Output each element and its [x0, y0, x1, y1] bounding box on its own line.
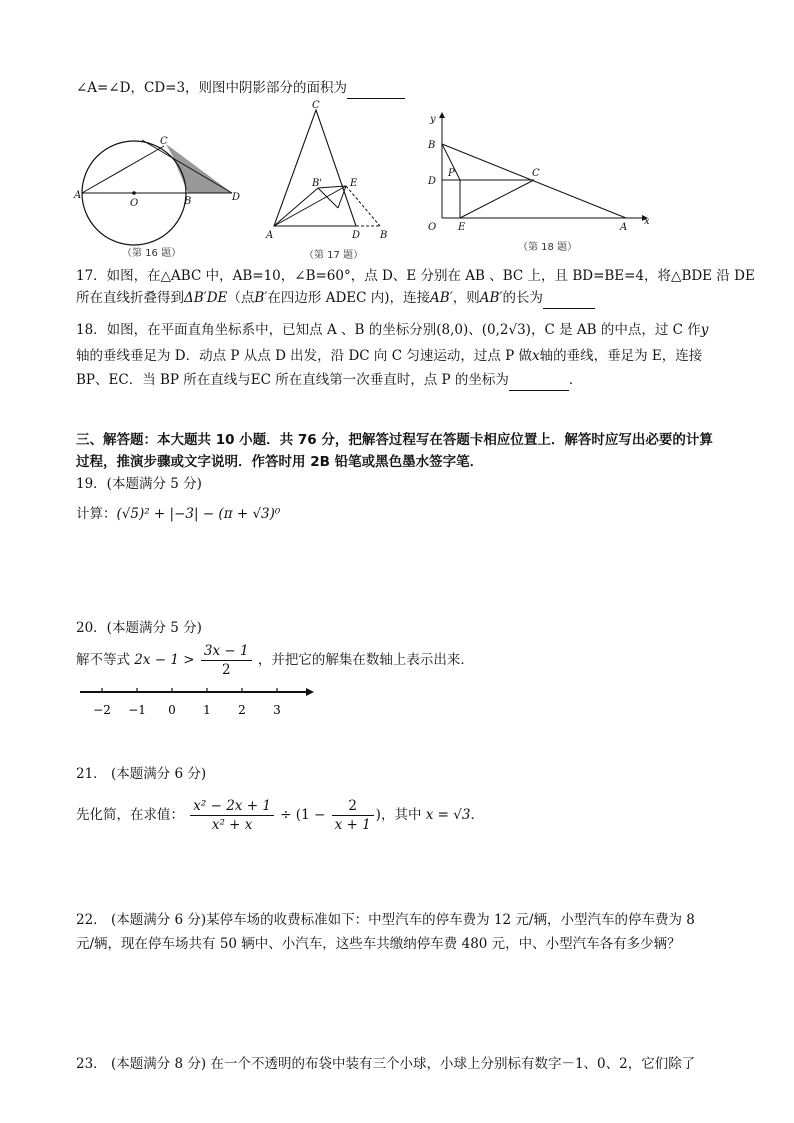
- fig16-label-B: B: [184, 196, 192, 207]
- fig18-label-B: B: [428, 140, 436, 151]
- q19-head: 19．(本题满分 5 分): [76, 476, 202, 492]
- number-line-tick-label: 3: [273, 703, 281, 717]
- number-line: [76, 680, 326, 724]
- q19-body: 计算：(√5)² + |−3| − (π + √3)⁰: [76, 506, 281, 522]
- q18-line1: 18．如图，在平面直角坐标系中，已知点 A 、B 的坐标分别(8,0)、(0,2√3)，C 是 AB 的中点，过 C 作y: [76, 322, 709, 338]
- fig16-label-O: O: [130, 198, 139, 209]
- q17-line1: 17．如图，在△ABC 中，AB=10，∠B=60°，点 D、E 分别在 AB 、BC 上，且 BD=BE=4，将△BDE 沿 DE: [76, 268, 755, 284]
- fig18-label-A: A: [620, 222, 628, 233]
- fig18-label-D: D: [428, 176, 437, 187]
- number-line-tick-label: 0: [168, 703, 176, 717]
- fig18-label-C: C: [532, 168, 540, 179]
- q18-line2: 轴的垂线垂足为 D．动点 P 从点 D 出发，沿 DC 向 C 匀速运动，过点 P 做x轴的垂线，垂足为 E，连接: [76, 348, 703, 364]
- q20-body: 解不等式 2x − 1 > $\frac{3x - 1}{2}$ ，并把它的解集在数轴上表示出来．: [76, 643, 474, 678]
- figure-18: [418, 110, 654, 258]
- answer-blank: [543, 288, 595, 309]
- number-line-tick-label: −1: [128, 703, 146, 717]
- q21-body: 先化简，在求值： $\frac{\text{x² − 2x + 1}}{\text{x² + x}}$ ÷ (1 − $\frac{2}{x + 1}$ )，其中 x = √3．: [76, 798, 484, 833]
- answer-blank: [509, 370, 569, 391]
- fig18-label-y: y: [430, 114, 436, 125]
- number-line-tick-label: 1: [203, 703, 211, 717]
- q22-line2: 元/辆，现在停车场共有 50 辆中、小汽车，这些车共缴纳停车费 480 元，中、小型汽车各有多少辆？: [76, 936, 681, 952]
- q16-text: ∠A=∠D，CD=3，则图中阴影部分的面积为: [76, 78, 405, 99]
- figure-16: [72, 130, 252, 260]
- fig16-label-C: C: [160, 136, 168, 147]
- answer-blank: [347, 78, 405, 99]
- number-line-tick-label: −2: [93, 703, 111, 717]
- fig16-label-D: D: [232, 192, 241, 203]
- fig17-caption: （第 17 题）: [304, 250, 364, 261]
- fig16-label-A: A: [74, 190, 82, 201]
- q18-line3: BP、EC．当 BP 所在直线与EC 所在直线第一次垂直时，点 P 的坐标为 ．: [76, 370, 582, 391]
- q21-head: 21． (本题满分 6 分): [76, 766, 207, 782]
- fig17-label-D: D: [352, 230, 361, 241]
- figure-17: [262, 98, 402, 263]
- fig17-label-B: B: [380, 230, 388, 241]
- fig18-label-x: x: [644, 216, 650, 227]
- q20-head: 20．(本题满分 5 分): [76, 620, 202, 636]
- q23-line1: 23． (本题满分 8 分) 在一个不透明的布袋中装有三个小球，小球上分别标有数字－1、0、2，它们除了: [76, 1056, 696, 1072]
- section3-line1: 三、解答题：本大题共 10 小题．共 76 分，把解答过程写在答题卡相应位置上．解答时应写出必要的计算: [76, 432, 713, 448]
- fig17-label-A: A: [266, 230, 274, 241]
- number-line-tick-label: 2: [238, 703, 246, 717]
- fig17-label-Bp: B': [312, 178, 323, 189]
- fig17-label-E: E: [350, 178, 358, 189]
- fig16-caption: （第 16 题）: [122, 248, 182, 259]
- section3-line2: 过程，推演步骤或文字说明．作答时用 2B 铅笔或黑色墨水签字笔．: [76, 454, 484, 470]
- fig18-label-O: O: [428, 222, 437, 233]
- fig18-label-P: P: [448, 168, 455, 179]
- fig18-caption: （第 18 题）: [518, 242, 578, 253]
- fig18-label-E: E: [458, 222, 466, 233]
- q22-line1: 22． (本题满分 6 分)某停车场的收费标准如下：中型汽车的停车费为 12 元/辆，小型汽车的停车费为 8: [76, 912, 695, 928]
- q17-line2: 所在直线折叠得到ΔB′DE（点B′在四边形 ADEC 内)，连接AB′，则AB′的长为: [76, 288, 595, 309]
- fig17-label-C: C: [312, 100, 320, 111]
